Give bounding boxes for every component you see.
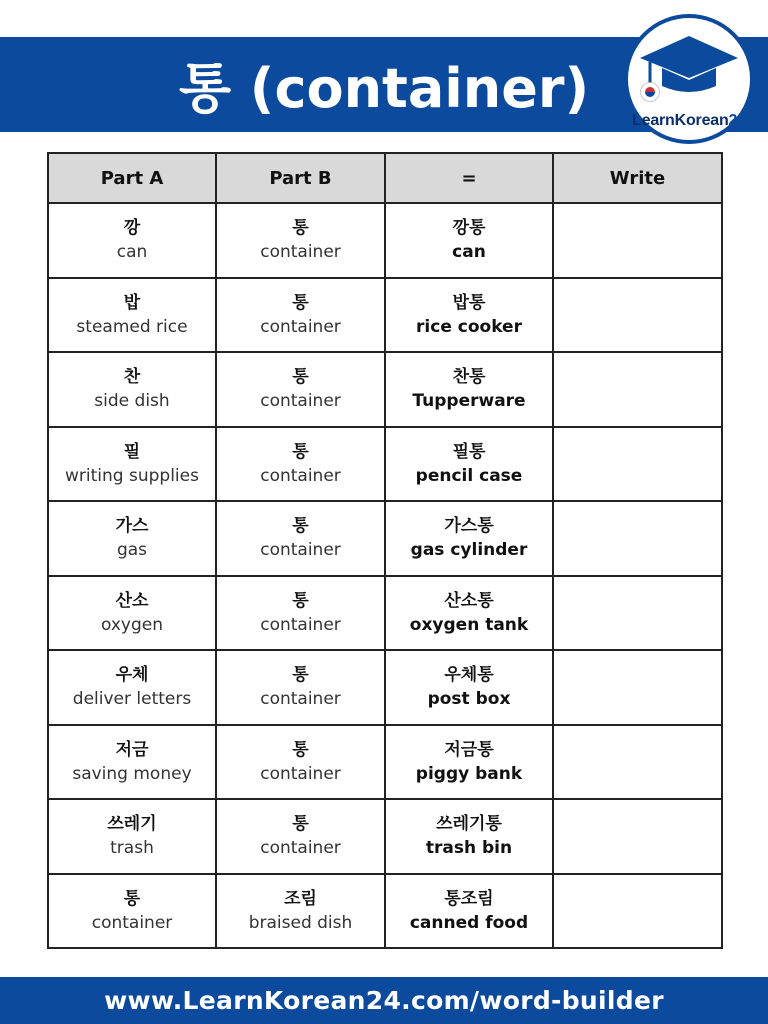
write-cell[interactable] bbox=[553, 874, 722, 949]
result-korean: 우체통 bbox=[444, 665, 494, 686]
part-a-cell bbox=[48, 352, 216, 427]
table-row bbox=[48, 725, 722, 800]
result-korean: 깡통 bbox=[452, 218, 486, 239]
result-cell bbox=[385, 799, 553, 874]
table-body bbox=[48, 203, 722, 948]
write-cell[interactable] bbox=[553, 576, 722, 651]
result-korean: 저금통 bbox=[444, 739, 494, 760]
table-row bbox=[48, 874, 722, 949]
result-korean: 산소통 bbox=[444, 590, 494, 611]
result-english: piggy bank bbox=[415, 763, 523, 784]
result-english: post box bbox=[427, 689, 511, 710]
result-english: gas cylinder bbox=[410, 540, 528, 561]
part-a-korean: 찬 bbox=[123, 367, 141, 388]
result-korean: 필통 bbox=[452, 441, 486, 462]
part-b-english: braised dish bbox=[248, 912, 353, 933]
part-a-cell bbox=[48, 874, 216, 949]
result-english: trash bin bbox=[425, 838, 513, 859]
part-a-english: can bbox=[116, 242, 148, 263]
part-b-english: container bbox=[260, 242, 341, 263]
footer-bar bbox=[0, 977, 768, 1024]
part-a-english: deliver letters bbox=[72, 689, 192, 710]
result-cell bbox=[385, 352, 553, 427]
part-a-korean: 필 bbox=[123, 441, 141, 462]
write-cell[interactable] bbox=[553, 799, 722, 874]
part-b-english: container bbox=[260, 763, 341, 784]
part-b-korean: 통 bbox=[292, 665, 309, 686]
part-a-english: saving money bbox=[72, 763, 192, 784]
result-english: canned food bbox=[409, 912, 529, 933]
part-a-english: oxygen bbox=[100, 614, 164, 635]
part-b-cell bbox=[216, 650, 385, 725]
header-part-a: Part A bbox=[48, 153, 216, 203]
result-cell bbox=[385, 725, 553, 800]
result-cell bbox=[385, 278, 553, 353]
result-korean: 밥통 bbox=[452, 292, 486, 313]
logo-text-main: LearnKorean bbox=[632, 112, 729, 129]
table-row bbox=[48, 650, 722, 725]
part-b-korean: 통 bbox=[292, 590, 309, 611]
part-a-english: container bbox=[91, 912, 173, 933]
part-b-cell bbox=[216, 725, 385, 800]
write-cell[interactable] bbox=[553, 725, 722, 800]
part-a-english: writing supplies bbox=[65, 465, 199, 486]
part-b-cell bbox=[216, 501, 385, 576]
part-b-cell bbox=[216, 427, 385, 502]
write-cell[interactable] bbox=[553, 203, 722, 278]
part-a-english: gas bbox=[116, 540, 148, 561]
result-cell bbox=[385, 427, 553, 502]
part-a-cell bbox=[48, 799, 216, 874]
part-b-english: container bbox=[260, 391, 341, 412]
part-b-korean: 통 bbox=[292, 814, 309, 835]
part-a-cell bbox=[48, 576, 216, 651]
logo bbox=[624, 14, 754, 144]
part-b-korean: 통 bbox=[292, 516, 309, 537]
part-a-english: side dish bbox=[94, 391, 170, 412]
part-a-korean: 우체 bbox=[115, 665, 149, 686]
part-a-korean: 쓰레기 bbox=[107, 814, 157, 835]
write-cell[interactable] bbox=[553, 278, 722, 353]
header-part-b: Part B bbox=[216, 153, 385, 203]
part-b-english: container bbox=[260, 838, 341, 859]
part-b-english: container bbox=[260, 689, 341, 710]
result-cell bbox=[385, 203, 553, 278]
part-b-korean: 통 bbox=[292, 218, 309, 239]
result-english: can bbox=[452, 242, 486, 263]
part-b-cell bbox=[216, 799, 385, 874]
result-cell bbox=[385, 576, 553, 651]
part-b-cell bbox=[216, 352, 385, 427]
part-b-cell bbox=[216, 203, 385, 278]
logo-text-num: 24 bbox=[728, 112, 746, 129]
result-english: oxygen tank bbox=[409, 614, 529, 635]
write-cell[interactable] bbox=[553, 427, 722, 502]
part-a-korean: 깡 bbox=[123, 218, 141, 239]
part-b-cell bbox=[216, 278, 385, 353]
part-b-korean: 통 bbox=[292, 441, 309, 462]
part-a-cell bbox=[48, 501, 216, 576]
part-a-korean: 밥 bbox=[123, 292, 141, 313]
table-row bbox=[48, 576, 722, 651]
table-row bbox=[48, 352, 722, 427]
result-korean: 통조림 bbox=[444, 888, 494, 909]
part-b-cell bbox=[216, 874, 385, 949]
part-a-korean: 산소 bbox=[115, 590, 149, 611]
part-a-cell bbox=[48, 203, 216, 278]
result-english: pencil case bbox=[415, 465, 523, 486]
part-b-korean: 통 bbox=[292, 367, 309, 388]
result-cell bbox=[385, 501, 553, 576]
header-write: Write bbox=[553, 153, 722, 203]
table-row bbox=[48, 427, 722, 502]
part-a-english: trash bbox=[110, 838, 154, 859]
result-cell bbox=[385, 650, 553, 725]
logo-text bbox=[628, 112, 750, 130]
table-row bbox=[48, 278, 722, 353]
part-a-cell bbox=[48, 278, 216, 353]
word-builder-table bbox=[47, 152, 723, 949]
footer-link[interactable]: www.LearnKorean24.com/word-builder bbox=[104, 986, 664, 1015]
part-a-cell bbox=[48, 427, 216, 502]
header-equals: = bbox=[385, 153, 553, 203]
part-a-cell bbox=[48, 725, 216, 800]
table-header-row bbox=[48, 153, 722, 203]
table-row bbox=[48, 799, 722, 874]
write-cell[interactable] bbox=[553, 650, 722, 725]
part-a-english: steamed rice bbox=[76, 316, 188, 337]
result-cell bbox=[385, 874, 553, 949]
part-b-english: container bbox=[260, 316, 341, 337]
table-row bbox=[48, 203, 722, 278]
part-b-korean: 통 bbox=[292, 739, 309, 760]
part-a-korean: 가스 bbox=[115, 516, 149, 537]
part-b-english: container bbox=[260, 540, 341, 561]
part-b-cell bbox=[216, 576, 385, 651]
result-korean: 가스통 bbox=[444, 516, 494, 537]
part-b-korean: 조림 bbox=[284, 888, 317, 909]
write-cell[interactable] bbox=[553, 501, 722, 576]
write-cell[interactable] bbox=[553, 352, 722, 427]
page-title-text: 통 (container) bbox=[178, 57, 590, 120]
table-row bbox=[48, 501, 722, 576]
part-a-cell bbox=[48, 650, 216, 725]
part-b-korean: 통 bbox=[292, 292, 309, 313]
part-a-korean: 저금 bbox=[115, 739, 149, 760]
part-a-korean: 통 bbox=[123, 888, 141, 909]
korean-flag-icon bbox=[640, 82, 660, 102]
part-b-english: container bbox=[260, 614, 341, 635]
part-b-english: container bbox=[260, 465, 341, 486]
result-english: Tupperware bbox=[412, 391, 526, 412]
result-english: rice cooker bbox=[416, 316, 522, 337]
result-korean: 찬통 bbox=[452, 367, 486, 388]
result-korean: 쓰레기통 bbox=[436, 814, 502, 835]
